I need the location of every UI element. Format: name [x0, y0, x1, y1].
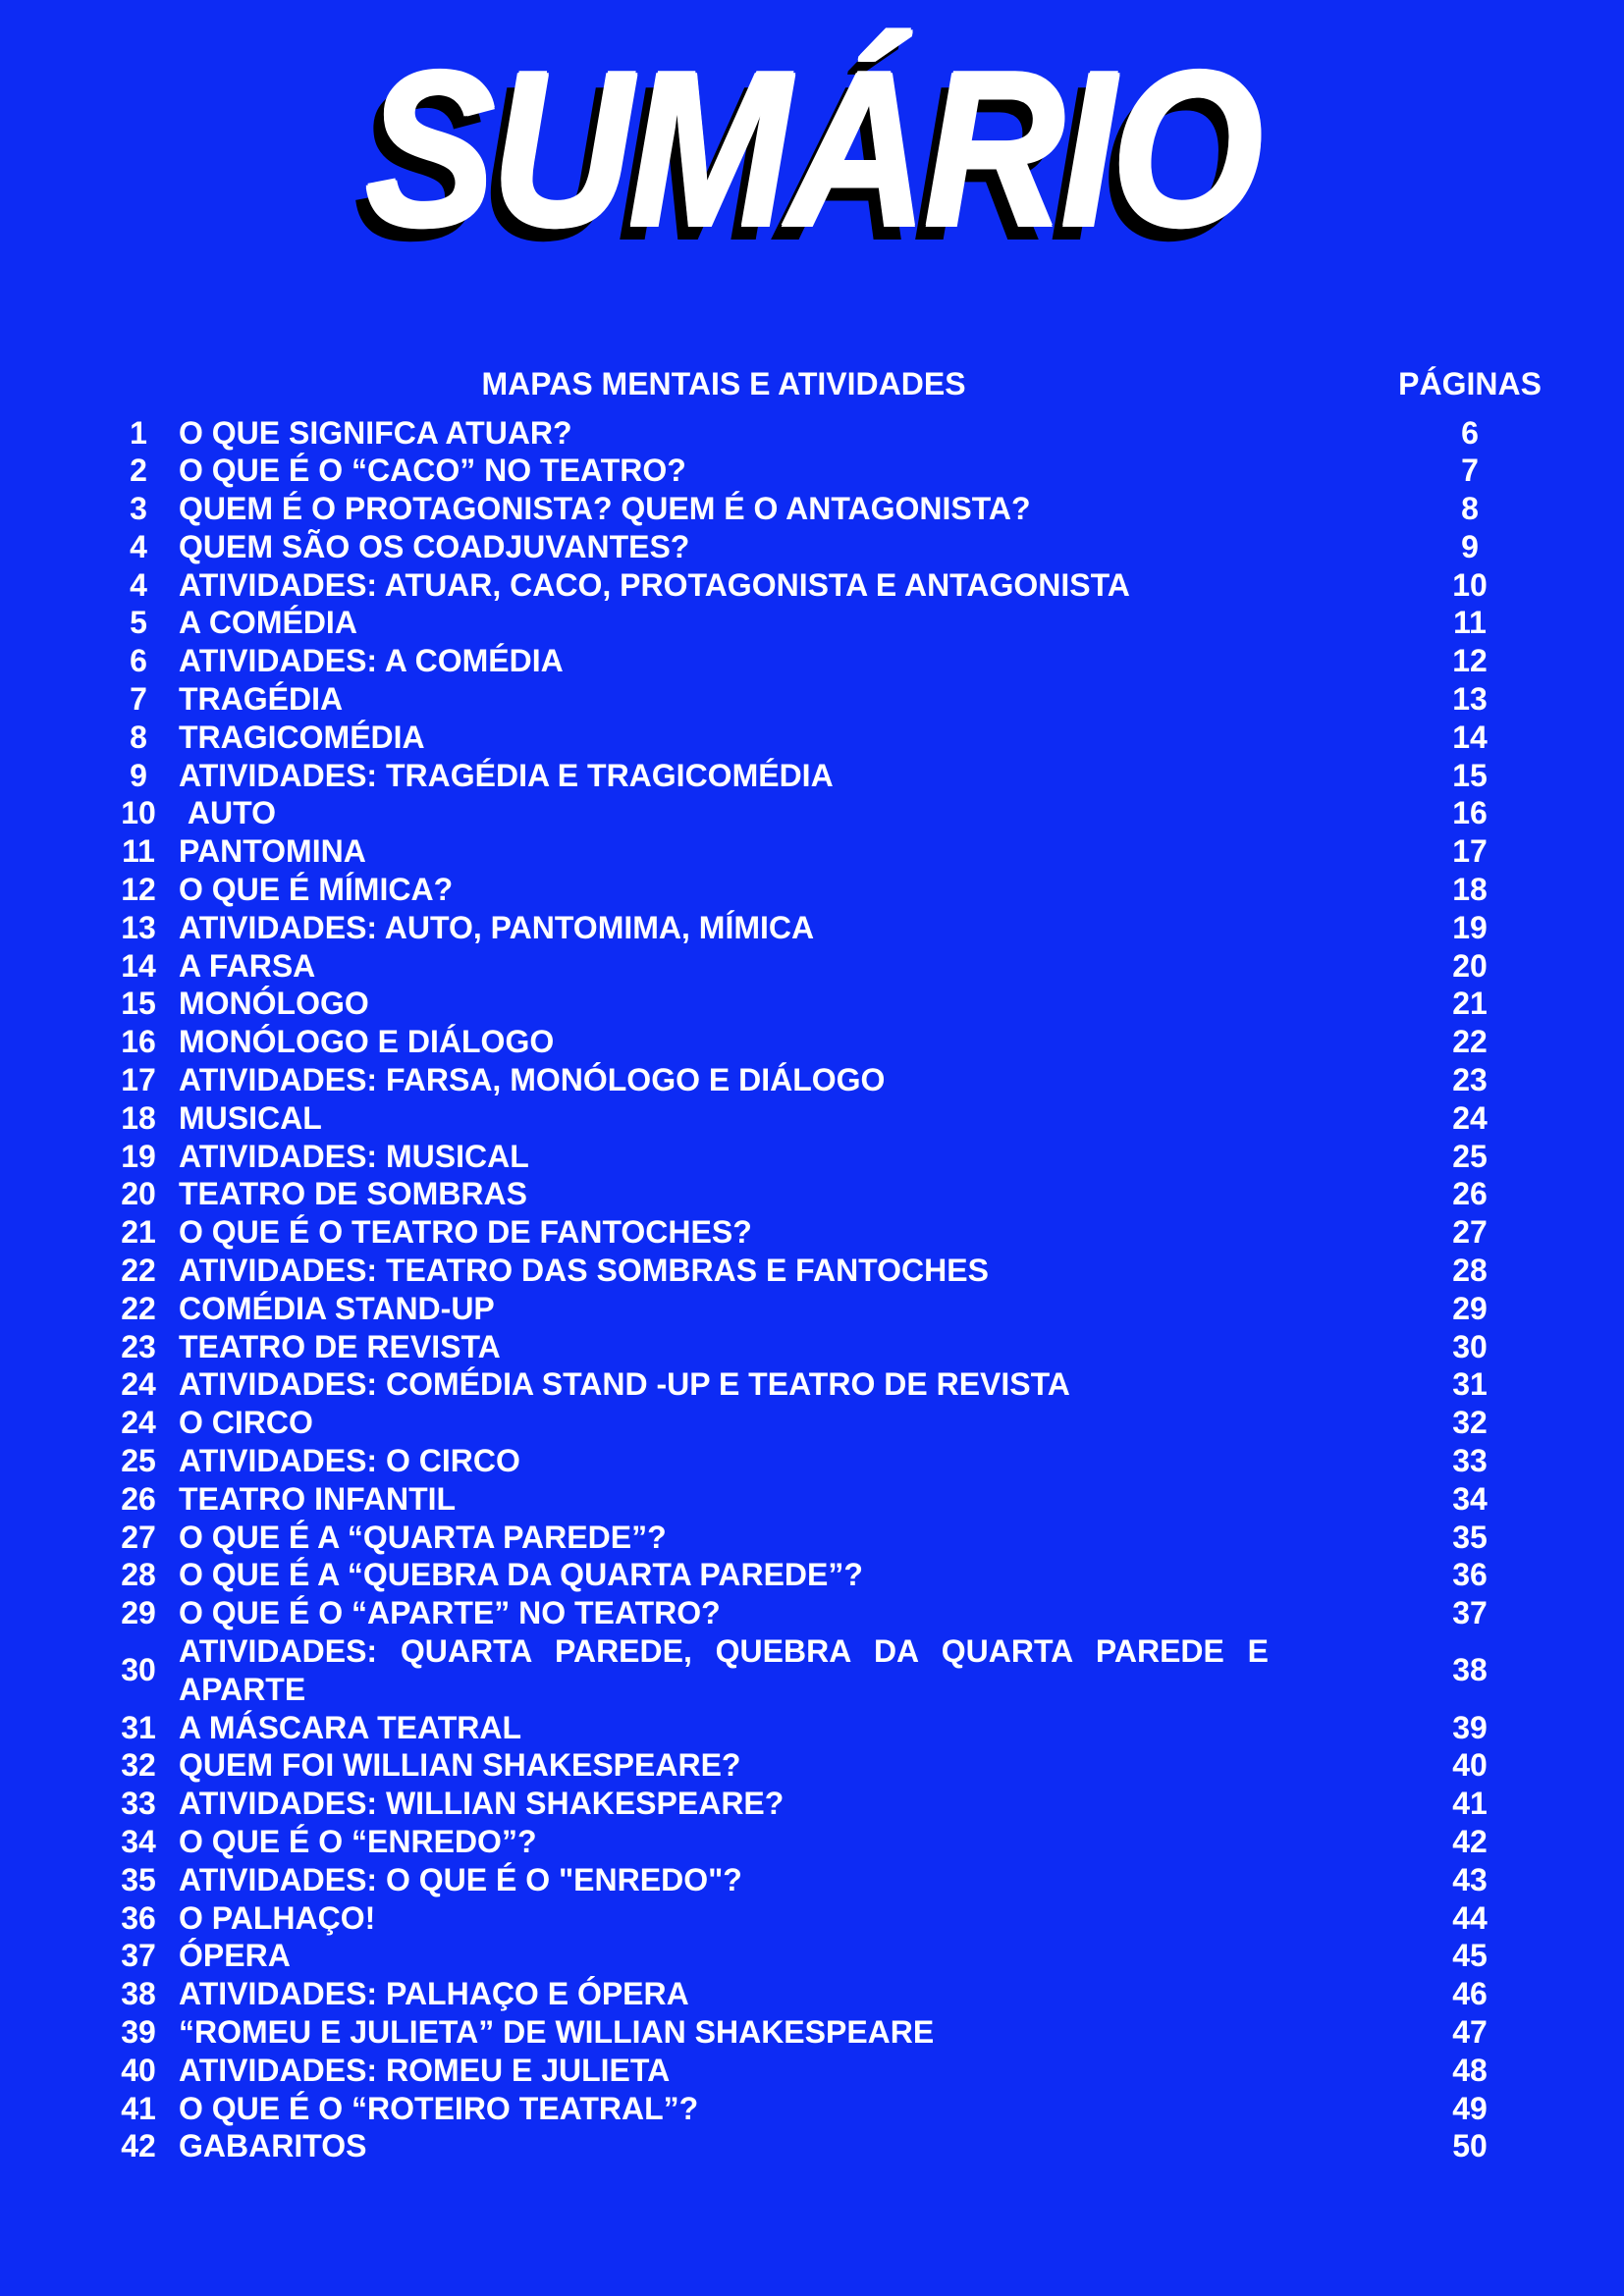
toc-entry-title: ATIVIDADES: COMÉDIA STAND -UP E TEATRO DE REVISTA [179, 1366, 1070, 1403]
toc-entry-title: QUEM É O PROTAGONISTA? QUEM É O ANTAGONISTA? [179, 491, 1031, 527]
toc-row [108, 680, 1624, 719]
toc-entry-number: 42 [121, 2128, 156, 2164]
toc-entry-page: 9 [1461, 528, 1479, 564]
toc-entry-page: 47 [1452, 2013, 1488, 2050]
toc-entry-title: O PALHAÇO! [179, 1899, 376, 1936]
toc-entry-page: 28 [1452, 1253, 1488, 1289]
toc-entry-number: 23 [121, 1328, 156, 1364]
toc-entry-number: 39 [121, 2013, 156, 2050]
toc-entry-page: 39 [1452, 1709, 1488, 1745]
toc-entry-number: 8 [130, 719, 147, 755]
toc-entry-title: ATIVIDADES: O CIRCO [179, 1443, 520, 1479]
toc-entry-title: O QUE É O “CACO” NO TEATRO? [179, 453, 686, 489]
toc-entry-page: 29 [1452, 1290, 1488, 1326]
toc-row [108, 794, 1624, 832]
toc-entry-number: 26 [121, 1480, 156, 1517]
toc-entry-number: 12 [121, 872, 156, 908]
toc-row [108, 1290, 1624, 1328]
toc-entry-page: 11 [1453, 605, 1487, 641]
toc-entry-title: MUSICAL [179, 1099, 322, 1136]
toc-row [108, 1594, 1624, 1632]
toc-row [108, 1328, 1624, 1366]
toc-row [108, 1899, 1624, 1938]
toc-entry-page: 19 [1452, 909, 1488, 945]
toc-entry-title: ATIVIDADES: MUSICAL [179, 1138, 529, 1174]
toc-row [108, 452, 1624, 490]
toc-entry-number: 28 [121, 1557, 156, 1593]
toc-entry-title: ATIVIDADES: ROMEU E JULIETA [179, 2052, 671, 2088]
toc-entry-page: 7 [1461, 453, 1479, 489]
toc-entry-title: QUEM SÃO OS COADJUVANTES? [179, 528, 690, 564]
toc-entry-page: 22 [1452, 1024, 1488, 1060]
title-wrap [0, 27, 1624, 271]
toc-entry-title: TRAGÉDIA [179, 681, 344, 718]
toc-entry-page: 30 [1452, 1328, 1488, 1364]
toc-entry-title: O QUE É O TEATRO DE FANTOCHES? [179, 1214, 752, 1251]
toc-entry-page: 31 [1452, 1366, 1488, 1403]
toc-entry-page: 15 [1452, 757, 1488, 793]
toc-entry-title: O QUE É O “APARTE” NO TEATRO? [179, 1595, 721, 1631]
toc-entry-title: AUTO [179, 795, 276, 831]
toc-entry-page: 37 [1452, 1595, 1488, 1631]
toc-entry-page: 33 [1452, 1443, 1488, 1479]
toc-entry-page: 42 [1452, 1823, 1488, 1859]
toc-entry-page: 38 [1452, 1652, 1488, 1688]
toc-entry-title: QUEM FOI WILLIAN SHAKESPEARE? [179, 1747, 741, 1784]
toc-row [108, 490, 1624, 528]
toc-row [108, 757, 1624, 795]
toc-entry-page: 23 [1452, 1062, 1488, 1098]
toc-entry-page: 49 [1452, 2090, 1488, 2126]
toc-row [108, 1404, 1624, 1442]
toc-row [108, 985, 1624, 1023]
toc-row [108, 909, 1624, 947]
toc-entry-title: ATIVIDADES: O QUE É O "ENREDO"? [179, 1861, 742, 1897]
toc-entry-number: 20 [121, 1176, 156, 1212]
toc-entry-page: 13 [1452, 681, 1488, 718]
toc-entry-number: 6 [130, 643, 147, 679]
toc-row [108, 1442, 1624, 1480]
toc-entry-page: 10 [1452, 566, 1488, 603]
toc-entry-number: 2 [130, 453, 147, 489]
toc-entry-number: 24 [121, 1405, 156, 1441]
toc-row [108, 2013, 1624, 2052]
toc-entry-number: 31 [121, 1709, 156, 1745]
toc-entry-page: 20 [1452, 947, 1488, 984]
toc-entry-page: 14 [1452, 719, 1488, 755]
toc-entry-number: 22 [121, 1253, 156, 1289]
toc-entry-number: 29 [121, 1595, 156, 1631]
toc-entry-number: 4 [130, 566, 147, 603]
toc-header-number-spacer [108, 365, 169, 402]
toc-row [108, 642, 1624, 680]
toc-entry-page: 24 [1452, 1099, 1488, 1136]
toc-entry-title: ATIVIDADES: TEATRO DAS SOMBRAS E FANTOCHES [179, 1253, 989, 1289]
toc-entry-page: 16 [1452, 795, 1488, 831]
toc-entry-page: 41 [1452, 1786, 1488, 1822]
toc-entry-page: 27 [1452, 1214, 1488, 1251]
toc-entry-number: 24 [121, 1366, 156, 1403]
toc-entry-page: 36 [1452, 1557, 1488, 1593]
toc-row [108, 566, 1624, 605]
toc-row [108, 1175, 1624, 1213]
toc-entry-title: MONÓLOGO [179, 986, 369, 1022]
toc-entry-title: ATIVIDADES: QUARTA PAREDE, QUEBRA DA QUARTA PAREDE E APARTE [179, 1633, 1269, 1707]
toc-row [108, 1252, 1624, 1290]
toc-row [108, 528, 1624, 566]
toc-entry-page: 6 [1461, 414, 1479, 451]
toc-entry-title: O QUE É A “QUARTA PAREDE”? [179, 1519, 667, 1555]
toc-entry-page: 8 [1461, 491, 1479, 527]
toc-entry-number: 34 [121, 1823, 156, 1859]
toc-entry-title: O CIRCO [179, 1405, 313, 1441]
toc-entry-number: 14 [121, 947, 156, 984]
toc-row [108, 871, 1624, 909]
toc-entry-number: 10 [121, 795, 156, 831]
toc-entry-number: 4 [130, 528, 147, 564]
toc-row [108, 1975, 1624, 2013]
toc-row [108, 1785, 1624, 1823]
toc-entry-title: TEATRO DE REVISTA [179, 1328, 501, 1364]
toc-entry-number: 13 [121, 909, 156, 945]
toc-header-topics: MAPAS MENTAIS E ATIVIDADES [481, 365, 966, 401]
toc-entry-title: O QUE SIGNIFCA ATUAR? [179, 414, 572, 451]
toc-entry-number: 21 [121, 1214, 156, 1251]
toc-entry-number: 1 [130, 414, 147, 451]
toc-entry-title: TEATRO INFANTIL [179, 1480, 457, 1517]
toc-row [108, 604, 1624, 642]
toc-row [108, 1480, 1624, 1519]
toc-entry-title: TRAGICOMÉDIA [179, 719, 425, 755]
toc-row [108, 832, 1624, 871]
toc-entry-number: 36 [121, 1899, 156, 1936]
toc-row [108, 947, 1624, 986]
toc-entry-title: ATIVIDADES: PALHAÇO E ÓPERA [179, 1976, 689, 2012]
toc-entry-title: GABARITOS [179, 2128, 367, 2164]
toc-entry-number: 30 [121, 1652, 156, 1688]
toc-entry-title: COMÉDIA STAND-UP [179, 1290, 495, 1326]
toc-entry-title: O QUE É A “QUEBRA DA QUARTA PAREDE”? [179, 1557, 863, 1593]
toc-header-pages: PÁGINAS [1398, 365, 1542, 401]
toc-entry-number: 38 [121, 1976, 156, 2012]
toc-entry-title: “ROMEU E JULIETA” DE WILLIAN SHAKESPEARE [179, 2013, 935, 2050]
toc-entry-title: O QUE É MÍMICA? [179, 872, 454, 908]
toc-entry-page: 40 [1452, 1747, 1488, 1784]
toc-row [108, 1365, 1624, 1404]
toc-entry-page: 48 [1452, 2052, 1488, 2088]
toc-entry-page: 35 [1452, 1519, 1488, 1555]
toc-entry-page: 18 [1452, 872, 1488, 908]
toc-entry-title: ATIVIDADES: A COMÉDIA [179, 643, 564, 679]
toc-entry-title: A FARSA [179, 947, 316, 984]
toc-row [108, 1823, 1624, 1861]
table-of-contents [0, 365, 1624, 2166]
toc-entry-title: ATIVIDADES: TRAGÉDIA E TRAGICOMÉDIA [179, 757, 834, 793]
toc-entry-page: 46 [1452, 1976, 1488, 2012]
toc-entry-page: 26 [1452, 1176, 1488, 1212]
toc-entry-title: A COMÉDIA [179, 605, 357, 641]
toc-entry-page: 45 [1452, 1938, 1488, 1974]
toc-row [108, 1519, 1624, 1557]
toc-entry-number: 18 [121, 1099, 156, 1136]
toc-header-row [108, 365, 1624, 402]
toc-row [108, 1099, 1624, 1138]
toc-entry-number: 15 [121, 986, 156, 1022]
toc-entry-title: PANTOMINA [179, 833, 366, 870]
toc-entry-number: 32 [121, 1747, 156, 1784]
toc-entry-title: MONÓLOGO E DIÁLOGO [179, 1024, 555, 1060]
toc-row [108, 1556, 1624, 1594]
toc-row [108, 2127, 1624, 2165]
toc-row [108, 1632, 1624, 1709]
toc-row [108, 2090, 1624, 2128]
page-title: SUMÁRIO [364, 25, 1260, 272]
toc-row [108, 414, 1624, 453]
toc-row [108, 2052, 1624, 2090]
toc-entry-number: 33 [121, 1786, 156, 1822]
toc-entry-number: 25 [121, 1443, 156, 1479]
toc-entry-title: ATIVIDADES: ATUAR, CACO, PROTAGONISTA E ANTAGONISTA [179, 566, 1130, 603]
toc-entry-number: 40 [121, 2052, 156, 2088]
toc-entry-title: A MÁSCARA TEATRAL [179, 1709, 521, 1745]
toc-entry-title: ATIVIDADES: WILLIAN SHAKESPEARE? [179, 1786, 785, 1822]
toc-entry-title: TEATRO DE SOMBRAS [179, 1176, 527, 1212]
toc-entry-title: O QUE É O “ENREDO”? [179, 1823, 537, 1859]
toc-entry-page: 44 [1452, 1899, 1488, 1936]
toc-entry-number: 11 [122, 833, 155, 870]
toc-header-pages-cell [1398, 365, 1542, 402]
toc-entry-page: 43 [1452, 1861, 1488, 1897]
toc-entry-page: 17 [1452, 833, 1488, 870]
toc-row [108, 1061, 1624, 1099]
toc-entry-title: O QUE É O “ROTEIRO TEATRAL”? [179, 2090, 699, 2126]
toc-row [108, 1709, 1624, 1747]
toc-entry-number: 22 [121, 1290, 156, 1326]
toc-entry-page: 21 [1452, 986, 1488, 1022]
toc-entry-number: 7 [130, 681, 147, 718]
toc-entry-number: 17 [121, 1062, 156, 1098]
toc-row [108, 1861, 1624, 1899]
toc-entry-page: 50 [1452, 2128, 1488, 2164]
toc-entry-page: 34 [1452, 1480, 1488, 1517]
toc-row [108, 1023, 1624, 1061]
toc-row [108, 1213, 1624, 1252]
toc-entry-number: 9 [130, 757, 147, 793]
toc-entry-number: 16 [121, 1024, 156, 1060]
toc-entry-number: 35 [121, 1861, 156, 1897]
toc-entry-page: 32 [1452, 1405, 1488, 1441]
toc-entry-number: 37 [121, 1938, 156, 1974]
toc-entry-page: 12 [1452, 643, 1488, 679]
toc-entry-number: 27 [121, 1519, 156, 1555]
toc-entry-number: 5 [130, 605, 147, 641]
toc-entry-page: 25 [1452, 1138, 1488, 1174]
toc-entry-title: ÓPERA [179, 1938, 291, 1974]
toc-list [108, 414, 1624, 2166]
toc-entry-number: 3 [130, 491, 147, 527]
toc-row [108, 1138, 1624, 1176]
toc-row [108, 1746, 1624, 1785]
toc-entry-number: 41 [121, 2090, 156, 2126]
toc-row [108, 1937, 1624, 1975]
toc-entry-title: ATIVIDADES: FARSA, MONÓLOGO E DIÁLOGO [179, 1062, 886, 1098]
toc-entry-title: ATIVIDADES: AUTO, PANTOMIMA, MÍMICA [179, 909, 815, 945]
toc-row [108, 719, 1624, 757]
toc-entry-number: 19 [121, 1138, 156, 1174]
